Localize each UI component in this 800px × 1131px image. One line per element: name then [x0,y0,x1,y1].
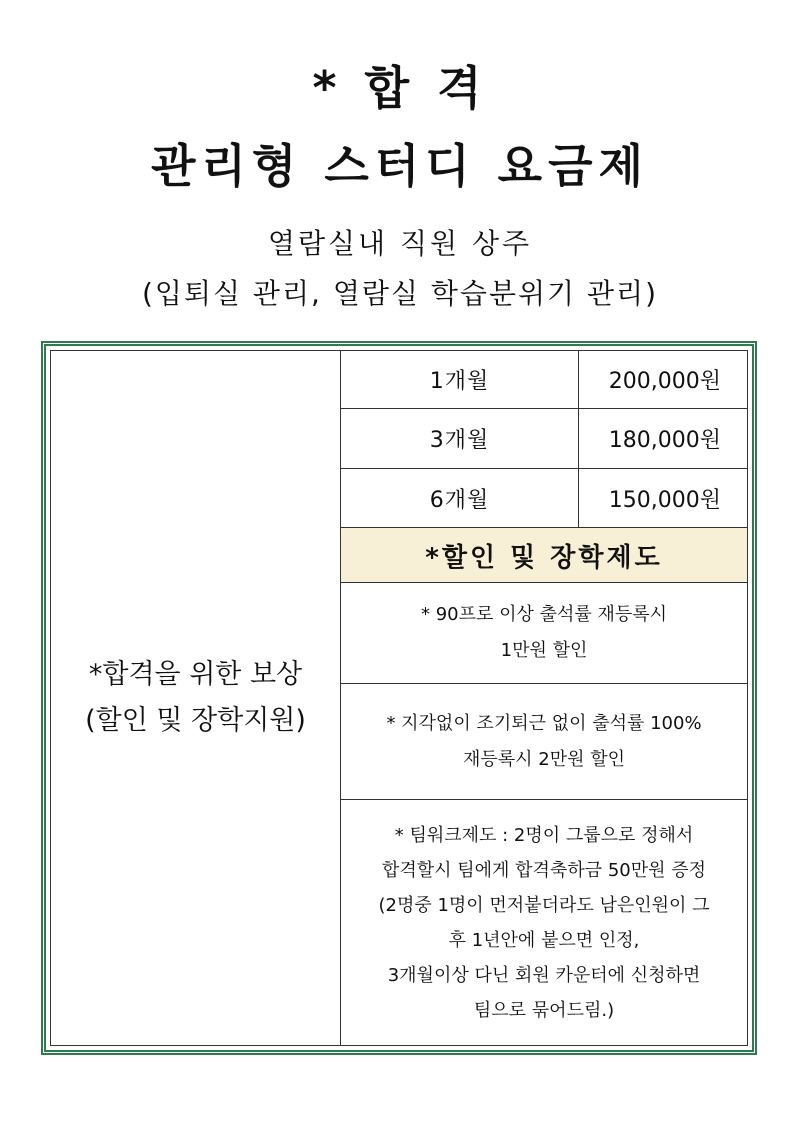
benefit-line: * 팀워크제도 : 2명이 그룹으로 정해서 [394,824,694,846]
reward-subtitle: (할인 및 장학지원) [85,705,306,736]
title-line-1: * 합 격 [312,61,488,115]
benefit-attendance-100 [341,684,747,800]
reward-cell [51,351,341,1045]
price-row [341,351,747,409]
benefit-line: 3개월이상 다닌 회원 카운터에 신청하면 [387,964,701,986]
subtitle-line-1: 열람실내 직원 상주 [267,227,533,260]
price-amount: 150,000원 [608,487,721,513]
benefit-line: 합격할시 팀에게 합격축하금 50만원 증정 [382,859,706,881]
benefit-line: (2명중 1명이 먼저붙더라도 남은인원이 그 [378,894,710,916]
period-label: 3개월 [341,409,579,468]
discount-heading: *할인 및 장학제도 [341,528,747,583]
benefit-line: 재등록시 2만원 할인 [463,748,625,770]
price-amount: 200,000원 [608,369,721,394]
reward-title: *합격을 위한 보상 [88,659,303,690]
benefit-line: 후 1년안에 붙으면 인정, [448,929,640,951]
price-amount: 180,000원 [608,428,721,453]
price-row [341,469,747,528]
benefit-teamwork [341,800,747,1045]
period-label: 1개월 [341,351,579,408]
page-title: 관리형 스터디 요금제 [151,139,649,193]
benefit-line: * 지각없이 조기퇴근 없이 출석률 100% [386,712,702,734]
benefit-line: 팀으로 묶어드림.) [473,999,615,1021]
pricing-table-frame [41,341,757,1055]
subtitle-line-2: (입퇴실 관리, 열람실 학습분위기 관리) [141,277,659,310]
period-label: 6개월 [341,469,579,527]
price-row [341,409,747,469]
benefit-line: * 90프로 이상 출석률 재등록시 [420,604,668,625]
benefit-attendance-90 [341,583,747,684]
benefit-line: 1만원 할인 [500,640,588,661]
pricing-table [50,350,748,1046]
